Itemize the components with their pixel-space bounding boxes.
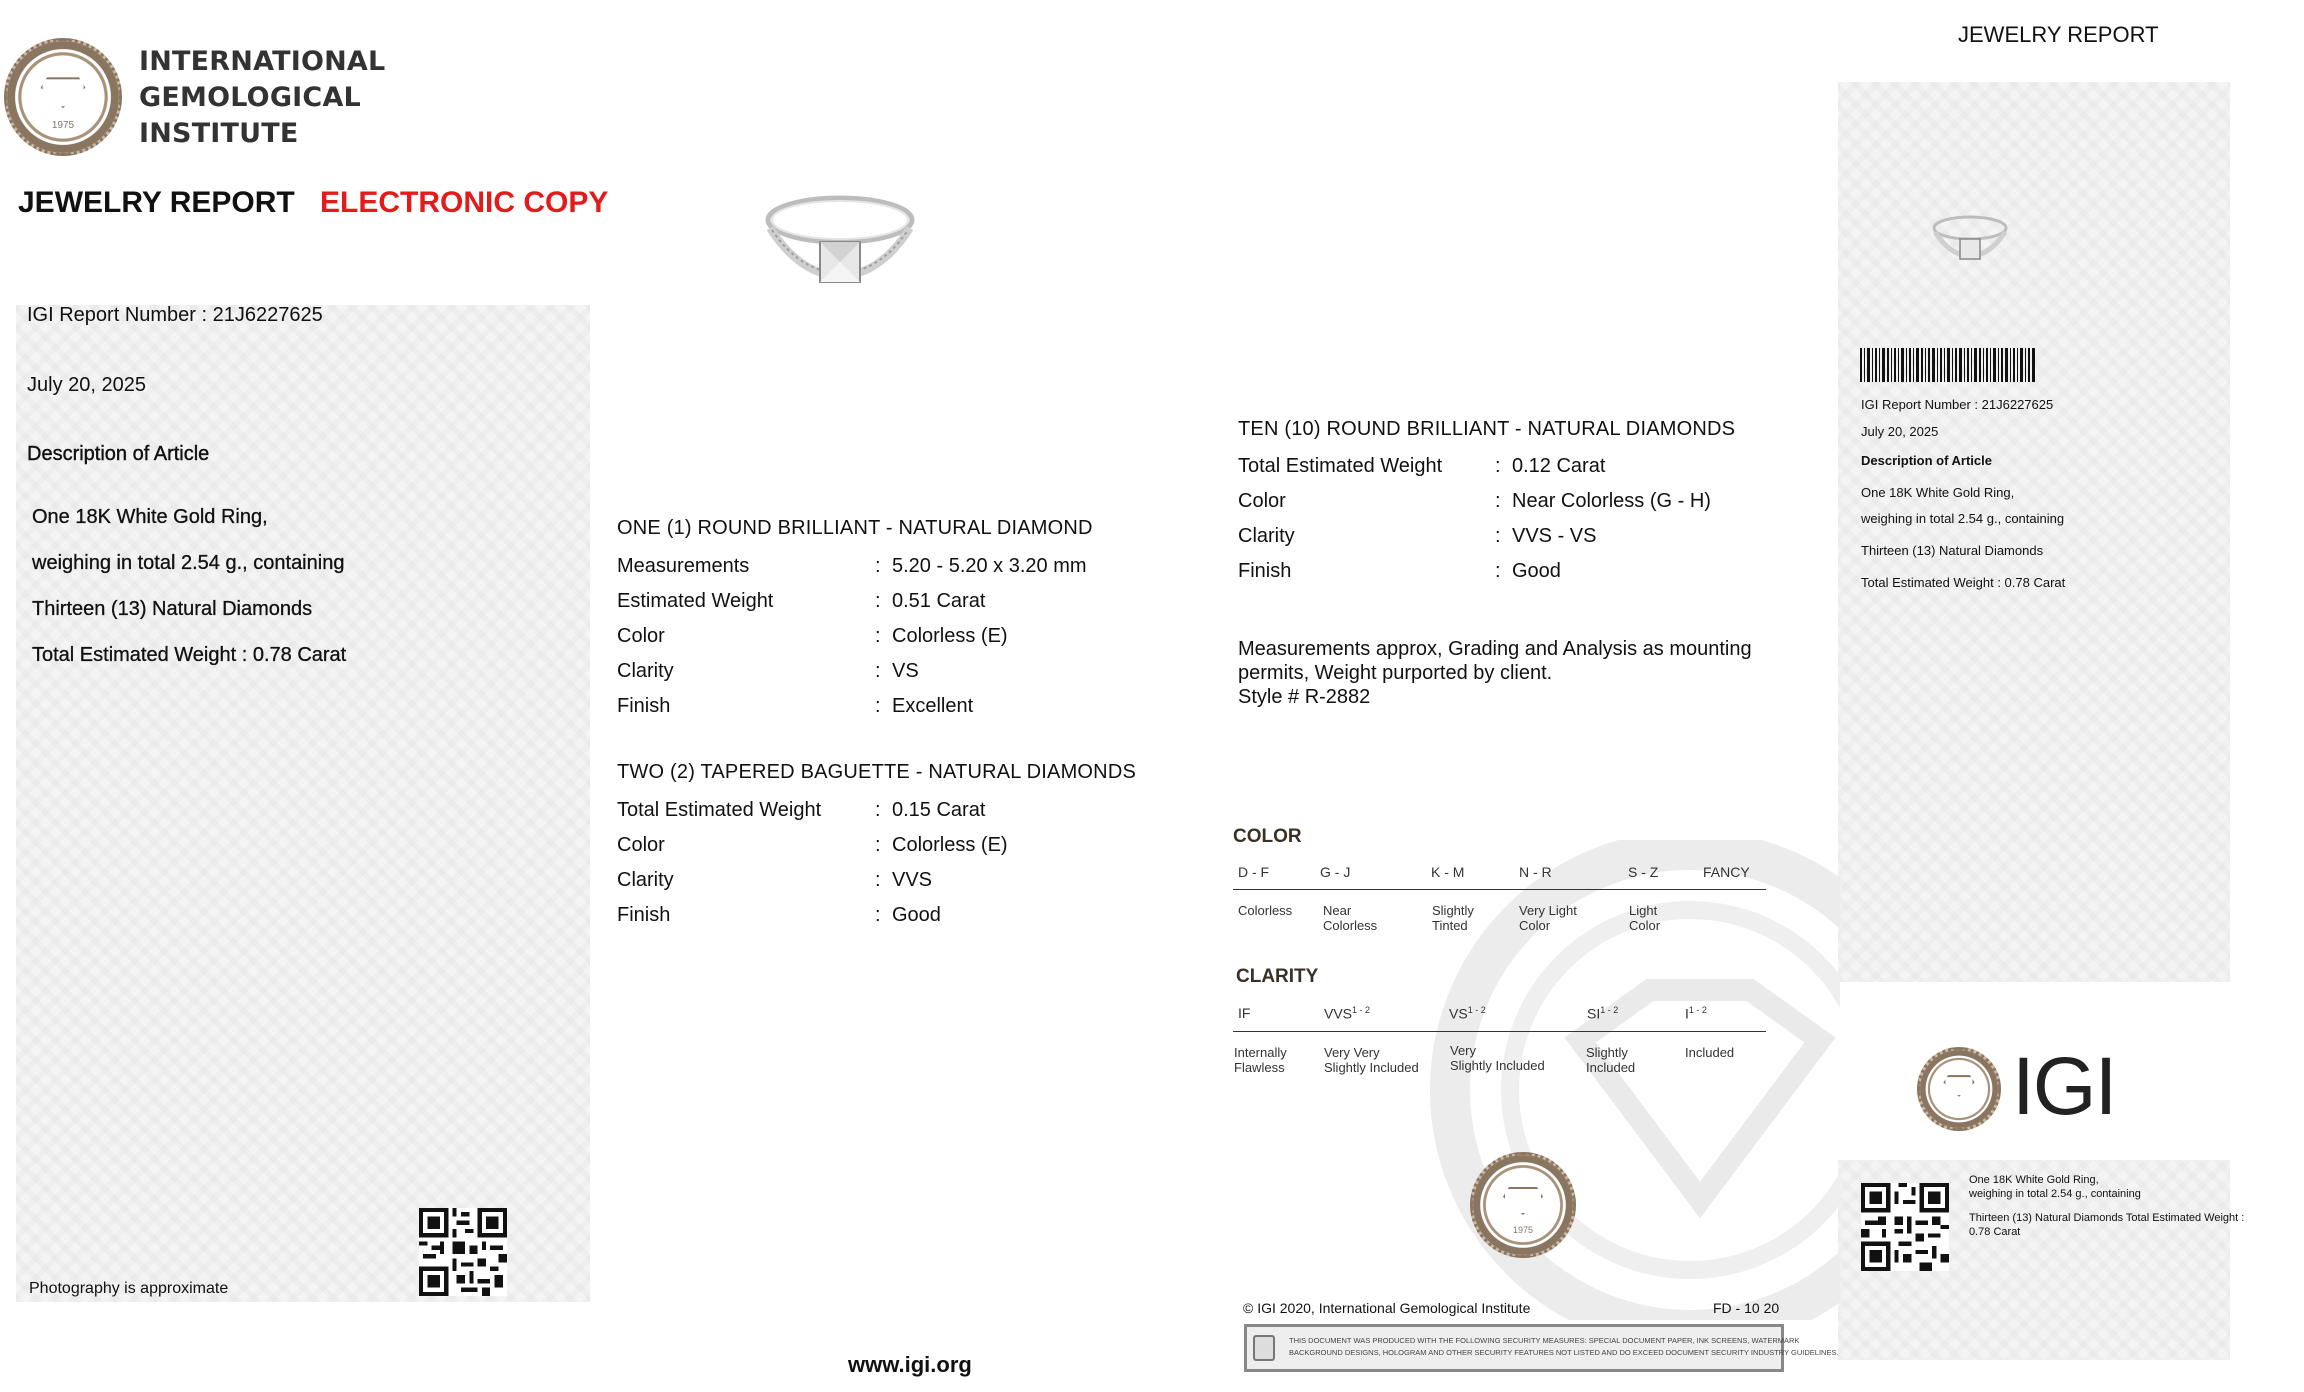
clarity-desc-3: Very Slightly Included (1450, 1043, 1545, 1073)
comment-line-2: permits, Weight purported by client. (1238, 662, 1553, 684)
section3-row-finish (1238, 560, 1798, 586)
stub-bottom-desc (1969, 1173, 2244, 1239)
section1-row-finish (617, 695, 1117, 721)
stub-pattern-panel (1838, 82, 2230, 982)
report-title: JEWELRY REPORT (18, 186, 295, 219)
section3-row-weight (1238, 455, 1798, 481)
color-code-df: D - F (1238, 864, 1270, 880)
igi-logo-seal (1917, 1047, 2001, 1131)
row-colon: : (875, 695, 881, 717)
row-colon: : (875, 590, 881, 612)
clarity-desc-2: Very Very Slightly Included (1324, 1045, 1419, 1075)
row-colon: : (1495, 455, 1501, 477)
section1-row-measurements (617, 555, 1117, 581)
row-key: Total Estimated Weight (1238, 455, 1443, 477)
clarity-desc-1: Internally Flawless (1234, 1045, 1287, 1075)
section1-title: ONE (1) ROUND BRILLIANT - NATURAL DIAMOND (617, 517, 1093, 539)
report-date: July 20, 2025 (27, 374, 146, 396)
clarity-code-vs: VS$^{1 - 2}$ (1449, 1005, 1486, 1022)
clarity-code-si: SI$^{1 - 2}$ (1587, 1005, 1619, 1022)
section3-title: TEN (10) ROUND BRILLIANT - NATURAL DIAMONDS (1238, 418, 1736, 440)
security-strip (1244, 1324, 1839, 1372)
row-colon: : (1495, 525, 1501, 547)
stub-bottom-line-2: weighing in total 2.54 g., containing (1969, 1188, 2141, 1200)
section2-title: TWO (2) TAPERED BAGUETTE - NATURAL DIAMONDS (617, 761, 1137, 783)
clarity-scale-heading: CLARITY (1236, 966, 1319, 987)
clarity-desc-5: Included (1685, 1045, 1735, 1060)
description-line-4: Total Estimated Weight : 0.78 Carat (32, 644, 347, 666)
row-value: VVS - VS (1512, 525, 1597, 547)
stub-bottom-line-4: 0.78 Carat (1969, 1226, 2021, 1238)
comments-block (1238, 637, 1752, 709)
row-key: Total Estimated Weight (617, 799, 822, 821)
section2-row-clarity (617, 869, 1117, 895)
color-code-fancy: FANCY (1703, 864, 1750, 880)
section2-row-weight (617, 799, 1117, 825)
comment-line-3: Style # R-2882 (1238, 686, 1371, 708)
row-value: 0.12 Carat (1512, 455, 1606, 477)
row-colon: : (875, 555, 881, 577)
seal-year: 1975 (51, 119, 75, 131)
institute-name (139, 44, 385, 152)
color-scale-divider (1233, 889, 1766, 890)
color-desc-1: Colorless (1238, 903, 1293, 918)
electronic-copy-label: ELECTRONIC COPY (320, 186, 609, 219)
diamond-icon (41, 77, 86, 108)
color-desc-2: Near Colorless (1323, 903, 1378, 933)
qr-code-main[interactable] (418, 1208, 508, 1296)
stub-desc-line-1: One 18K White Gold Ring, (1861, 485, 2015, 500)
row-colon: : (875, 799, 881, 821)
stub-ring-photo (1930, 208, 2010, 268)
row-value: 5.20 - 5.20 x 3.20 mm (892, 555, 1087, 577)
top-right-title: JEWELRY REPORT (1958, 22, 2159, 47)
igi-seal-bottom (1470, 1152, 1576, 1258)
color-code-km: K - M (1431, 864, 1465, 880)
row-key: Clarity (617, 869, 674, 891)
stub-desc-line-4: Total Estimated Weight : 0.78 Carat (1861, 575, 2066, 590)
diamond-icon (1503, 1187, 1543, 1215)
stub-date: July 20, 2025 (1861, 424, 1939, 439)
clarity-code-vvs: VVS$^{1 - 2}$ (1324, 1005, 1371, 1022)
lock-icon (1253, 1335, 1275, 1361)
barcode[interactable] (1860, 348, 2036, 382)
row-key: Finish (617, 695, 671, 717)
row-key: Color (617, 834, 665, 856)
color-code-nr: N - R (1519, 864, 1552, 880)
security-text: THIS DOCUMENT WAS PRODUCED WITH THE FOLLOWING SECURITY MEASURES: SPECIAL DOCUMENT PAPER, INK SCREENS, WATERMARK BACKGROUND DESIGNS, HOLOGRAM AND OTHER SECURITY FEATURES NOT LISTED AND DO EXCEED DOCUMENT SECURITY INDUSTRY GUIDELINES. (1289, 1336, 1839, 1357)
description-heading: Description of Article (27, 443, 210, 465)
clarity-scale-divider (1233, 1031, 1766, 1032)
form-code: FD - 10 20 (1713, 1300, 1780, 1316)
section2-row-color (617, 834, 1117, 860)
row-value: Good (892, 904, 941, 926)
row-colon: : (875, 869, 881, 891)
description-line-2: weighing in total 2.54 g., containing (32, 552, 345, 574)
description-line-3: Thirteen (13) Natural Diamonds (32, 598, 313, 620)
row-colon: : (875, 834, 881, 856)
color-desc-3: Slightly Tinted (1432, 903, 1474, 933)
row-key: Estimated Weight (617, 590, 774, 612)
row-key: Clarity (617, 660, 674, 682)
row-key: Finish (617, 904, 671, 926)
diamond-icon (1943, 1075, 1974, 1097)
stub-bottom-line-3: Thirteen (13) Natural Diamonds Total Estimated Weight : (1969, 1212, 2245, 1224)
row-colon: : (875, 904, 881, 926)
row-value: 0.15 Carat (892, 799, 986, 821)
row-key: Clarity (1238, 525, 1295, 547)
section1-row-weight (617, 590, 1117, 616)
clarity-code-i: $I^{1 - 2}$ (1685, 1005, 1707, 1022)
institute-line-1: INTERNATIONAL (139, 46, 386, 77)
copyright-text: © IGI 2020, International Gemological Institute (1243, 1300, 1531, 1316)
row-colon: : (875, 625, 881, 647)
stub-report-number: IGI Report Number : 21J6227625 (1861, 397, 2054, 412)
row-colon: : (875, 660, 881, 682)
institute-line-3: INSTITUTE (139, 118, 299, 149)
stub-desc-line-3: Thirteen (13) Natural Diamonds (1861, 543, 2044, 558)
ring-photo (760, 180, 920, 300)
section1-row-color (617, 625, 1117, 651)
section1-row-clarity (617, 660, 1117, 686)
row-colon: : (1495, 490, 1501, 512)
stub-desc-line-2: weighing in total 2.54 g., containing (1861, 511, 2065, 526)
color-desc-4: Very Light Color (1519, 903, 1577, 933)
photo-note: Photography is approximate (29, 1280, 229, 1297)
comment-line-1: Measurements approx, Grading and Analysis as mounting (1238, 638, 1752, 660)
section2-row-finish (617, 904, 1117, 930)
color-code-sz: S - Z (1628, 864, 1659, 880)
color-code-gj: G - J (1320, 864, 1351, 880)
row-key: Color (617, 625, 665, 647)
row-value: Good (1512, 560, 1561, 582)
row-colon: : (1495, 560, 1501, 582)
institute-line-2: GEMOLOGICAL (139, 82, 361, 113)
seal-year-bottom: 1975 (1512, 1225, 1534, 1235)
igi-logo-text: IGI (2012, 1041, 2116, 1132)
stub-bottom-line-1: One 18K White Gold Ring, (1969, 1174, 2099, 1186)
section3-row-clarity (1238, 525, 1798, 551)
row-value: Colorless (E) (892, 625, 1008, 647)
row-value: VS (892, 660, 919, 682)
color-scale-heading: COLOR (1233, 826, 1302, 847)
row-key: Measurements (617, 555, 750, 577)
section3-row-color (1238, 490, 1798, 516)
clarity-desc-4: Slightly Included (1586, 1045, 1636, 1075)
row-value: Excellent (892, 695, 974, 717)
row-key: Finish (1238, 560, 1292, 582)
igi-seal-logo (4, 38, 122, 156)
color-desc-5: Light Color (1629, 903, 1661, 933)
description-line-1: One 18K White Gold Ring, (32, 506, 268, 528)
row-value: VVS (892, 869, 933, 891)
row-key: Color (1238, 490, 1286, 512)
row-value: 0.51 Carat (892, 590, 986, 612)
clarity-code-if: IF (1238, 1005, 1251, 1021)
stub-desc-heading: Description of Article (1861, 453, 1992, 468)
website-link[interactable]: www.igi.org (848, 1352, 972, 1377)
report-number: IGI Report Number : 21J6227625 (27, 304, 323, 326)
row-value: Near Colorless (G - H) (1512, 490, 1711, 512)
qr-code-stub[interactable] (1861, 1183, 1949, 1271)
row-value: Colorless (E) (892, 834, 1008, 856)
